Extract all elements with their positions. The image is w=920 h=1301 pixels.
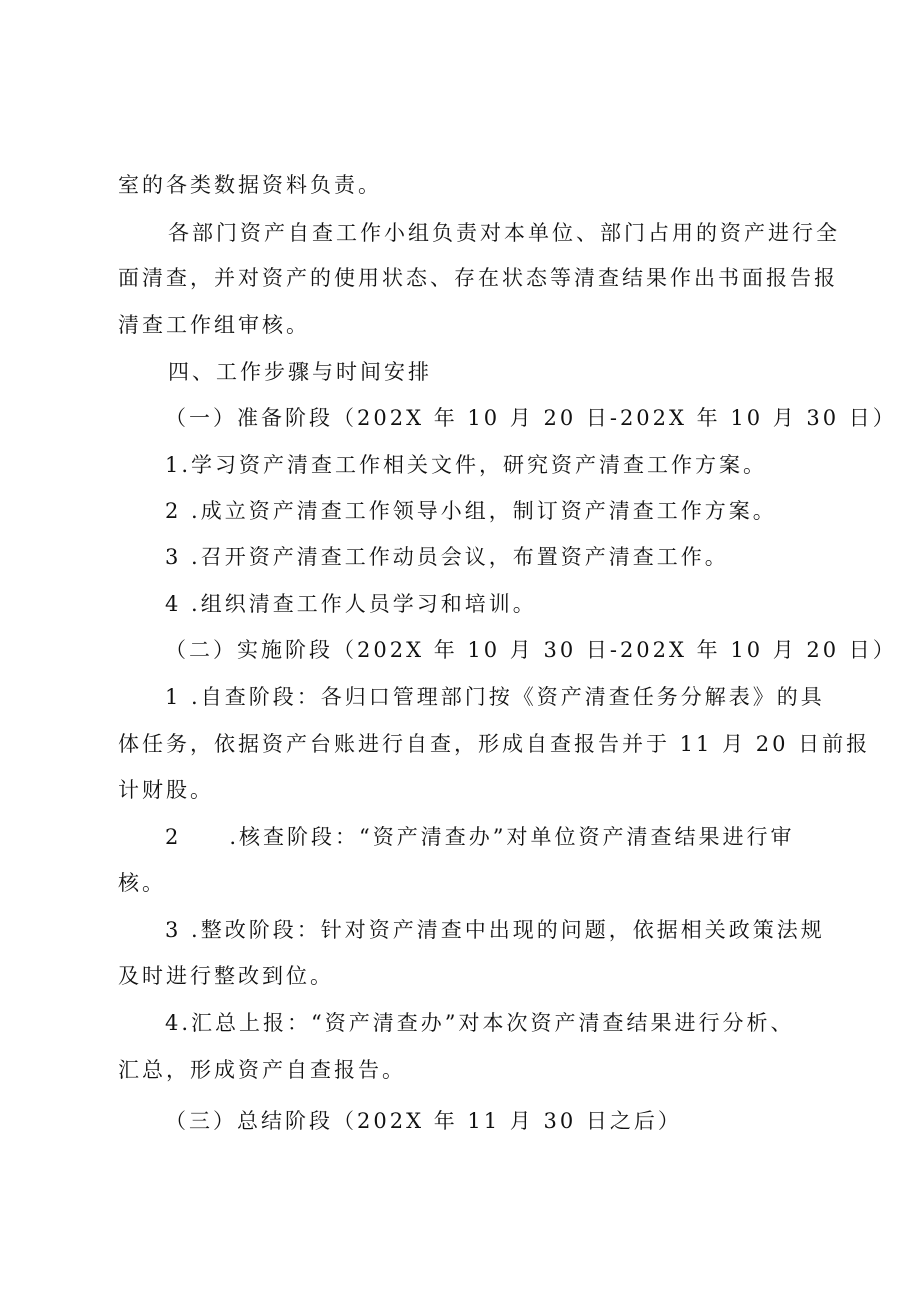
- implementation-item-4-line-2: 汇总，形成资产自查报告。: [118, 1058, 406, 1082]
- implementation-item-2-line-2: 核。: [118, 871, 166, 895]
- list-item-2: 2 .成立资产清查工作领导小组，制订资产清查工作方案。: [165, 499, 777, 523]
- implementation-item-3-line-2: 及时进行整改到位。: [118, 964, 334, 988]
- implementation-item-1-line-2: 体任务，依据资产台账进行自查，形成自查报告并于 11 月 20 日前报: [118, 732, 871, 756]
- paragraph-line-3: 清查工作组审核。: [118, 313, 310, 337]
- stage-heading-1: （一）准备阶段（202X 年 10 月 20 日-202X 年 10 月 30 日）: [165, 406, 897, 430]
- implementation-item-1-line-3: 计财股。: [118, 778, 214, 802]
- implementation-item-3-line-1: 3 .整改阶段：针对资产清查中出现的问题，依据相关政策法规: [165, 918, 825, 942]
- implementation-item-2-line-1: 2 .核查阶段：“资产清查办”对单位资产清查结果进行审: [165, 825, 795, 849]
- list-item-1: 1.学习资产清查工作相关文件，研究资产清查工作方案。: [165, 453, 768, 477]
- stage-heading-2: （二）实施阶段（202X 年 10 月 30 日-202X 年 10 月 20 日）: [165, 638, 897, 662]
- stage-heading-3: （三）总结阶段（202X 年 11 月 30 日之后）: [165, 1109, 682, 1133]
- paragraph-line-1: 各部门资产自查工作小组负责对本单位、部门占用的资产进行全: [168, 221, 840, 245]
- implementation-item-4-line-1: 4.汇总上报：“资产清查办”对本次资产清查结果进行分析、: [165, 1011, 795, 1035]
- list-item-4: 4 .组织清查工作人员学习和培训。: [165, 592, 537, 616]
- body-line-1: 室的各类数据资料负责。: [118, 173, 382, 197]
- list-item-3: 3 .召开资产清查工作动员会议，布置资产清查工作。: [165, 545, 729, 569]
- implementation-item-1-line-1: 1 .自查阶段：各归口管理部门按《资产清查任务分解表》的具: [165, 685, 825, 709]
- paragraph-line-2: 面清查，并对资产的使用状态、存在状态等清查结果作出书面报告报: [118, 266, 838, 290]
- section-heading: 四、工作步骤与时间安排: [168, 360, 432, 384]
